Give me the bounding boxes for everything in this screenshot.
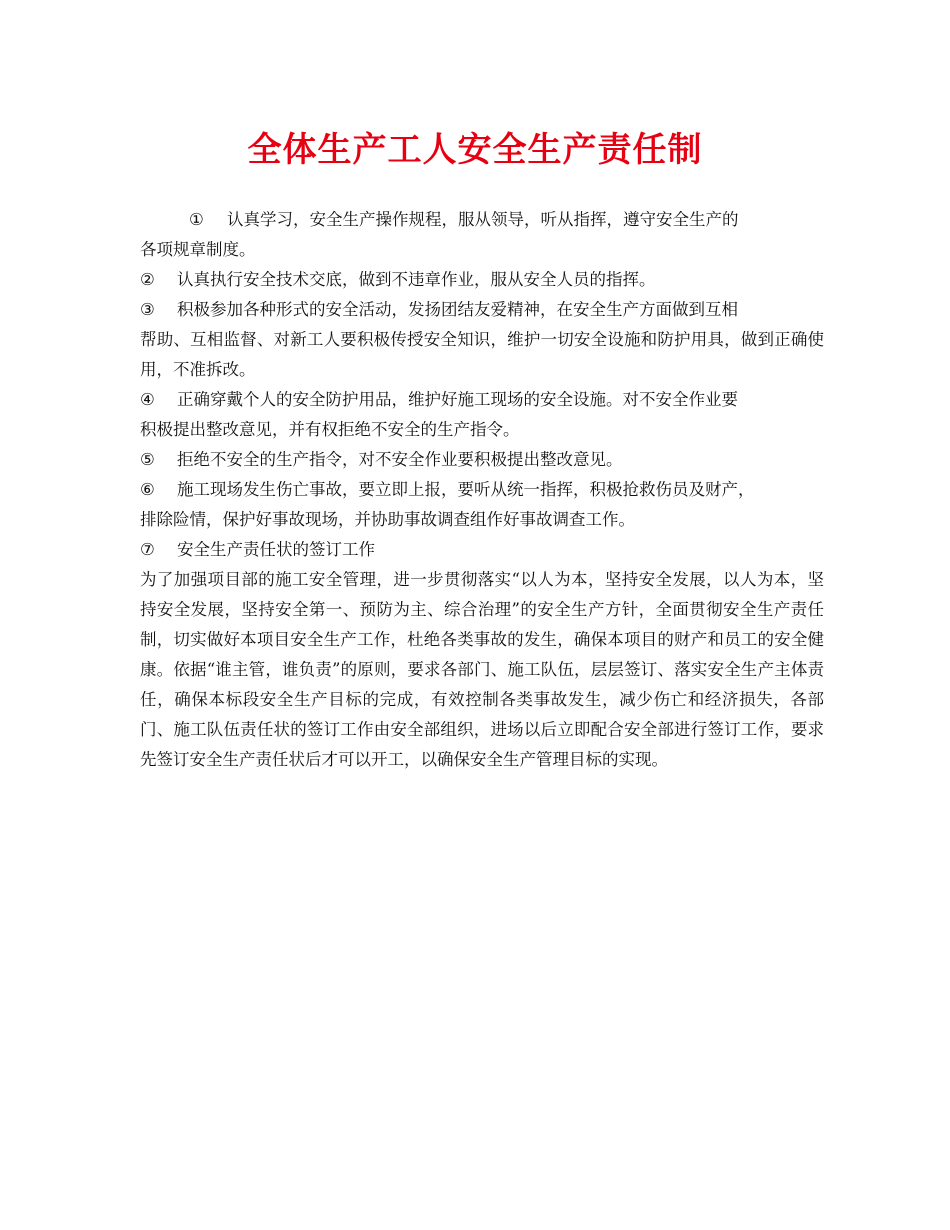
- list-item-2: [140, 265, 824, 295]
- item-number: ②: [140, 270, 155, 289]
- item-text: 安全生产责任状的签订工作: [177, 540, 375, 559]
- list-item-5: [140, 445, 824, 475]
- item-text: 施工现场发生伤亡事故，要立即上报，要听从统一指挥，积极抢救伤员及财产，: [177, 480, 755, 499]
- item-number: ⑥: [140, 480, 155, 499]
- list-item-1: [140, 205, 824, 265]
- item-number: ④: [140, 390, 155, 409]
- item-text-continued: 帮助、互相监督、对新工人要积极传授安全知识，维护一切安全设施和防护用具，做到正确使用，不准拆改。: [140, 330, 824, 379]
- list-item-3: [140, 295, 824, 385]
- item-text: 积极参加各种形式的安全活动，发扬团结友爱精神，在安全生产方面做到互相: [177, 300, 738, 319]
- item-text-continued: 积极提出整改意见，并有权拒绝不安全的生产指令。: [140, 420, 520, 439]
- document-body: [140, 205, 824, 775]
- item-text: 拒绝不安全的生产指令，对不安全作业要积极提出整改意见。: [177, 450, 623, 469]
- item-number: ⑦: [140, 540, 155, 559]
- document-title: 全体生产工人安全生产责任制: [247, 130, 703, 170]
- item-number: ③: [140, 300, 155, 319]
- item-text-continued: 排除险情，保护好事故现场，并协助事故调查组作好事故调查工作。: [140, 510, 635, 529]
- item-text-continued: 各项规章制度。: [140, 240, 256, 259]
- item-text: 正确穿戴个人的安全防护用品，维护好施工现场的安全设施。对不安全作业要: [177, 390, 738, 409]
- item-number: ①: [189, 210, 204, 229]
- item-text: 认真学习，安全生产操作规程，服从领导，听从指挥，遵守安全生产的: [227, 210, 739, 229]
- closing-paragraph: 为了加强项目部的施工安全管理，进一步贯彻落实“以人为本，坚持安全发展，以人为本，坚持安全发展，坚持安全第一、预防为主、综合治理”的安全生产方针，全面贯彻安全生产责任制，切实做好本项目安全生产工作，杜绝各类事故的发生，确保本项目的财产和员工的安全健康。依据“谁主管，谁负责”的原则，要求各部门、施工队伍，层层签订、落实安全生产主体责任，确保本标段安全生产目标的完成，有效控制各类事故发生，减少伤亡和经济损失，各部门、施工队伍责任状的签订工作由安全部组织，进场以后立即配合安全部进行签订工作，要求先签订安全生产责任状后才可以开工，以确保安全生产管理目标的实现。: [140, 570, 824, 769]
- list-item-4: [140, 385, 824, 445]
- list-item-6: [140, 475, 824, 535]
- list-item-7: [140, 535, 824, 565]
- item-number: ⑤: [140, 450, 155, 469]
- item-text: 认真执行安全技术交底，做到不违章作业，服从安全人员的指挥。: [177, 270, 656, 289]
